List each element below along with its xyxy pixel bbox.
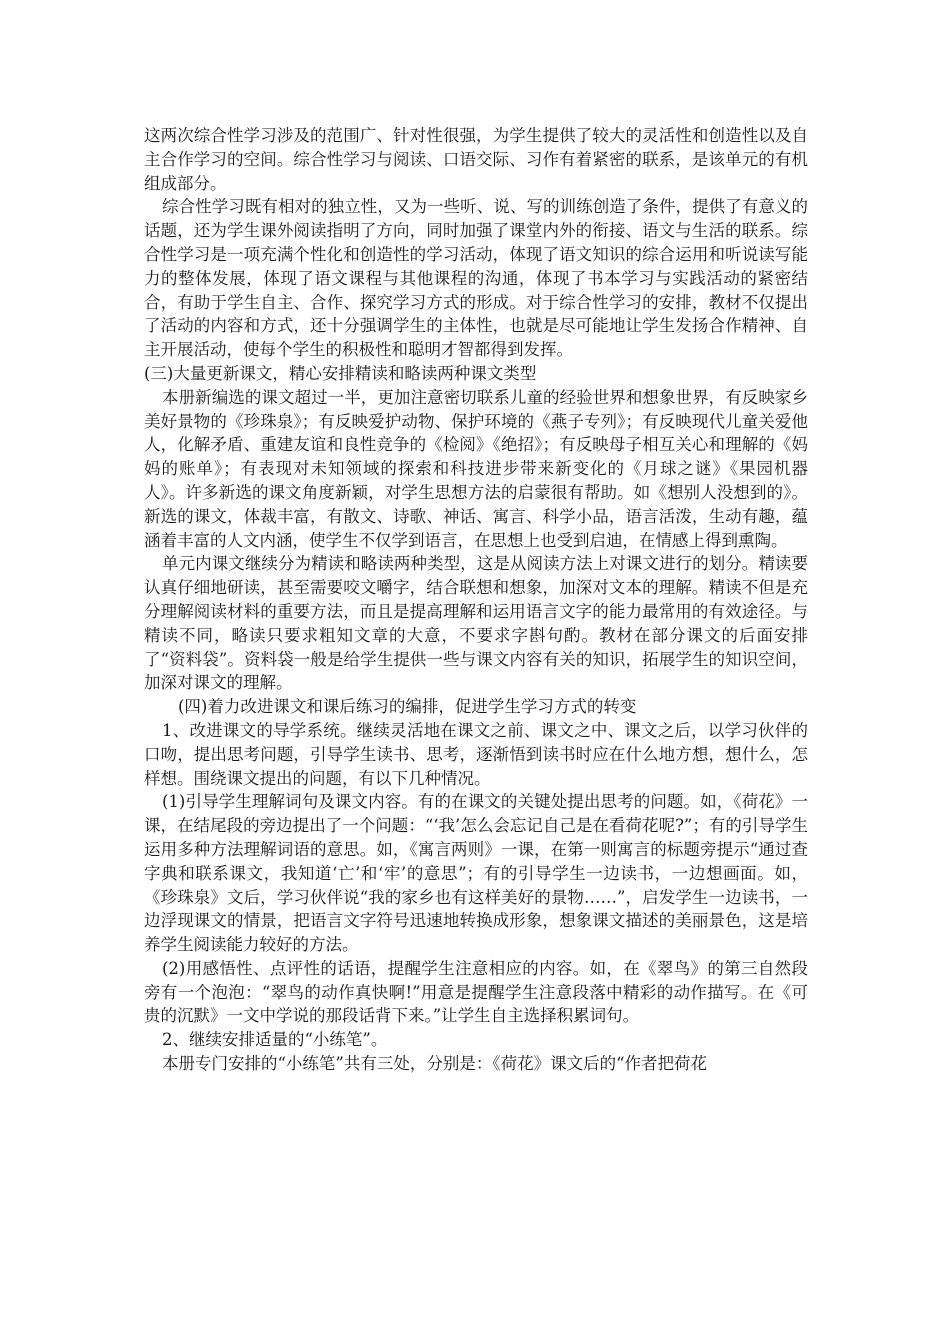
paragraph-small-practice: 本册专门安排的“小练笔”共有三处，分别是：《荷花》课文后的“作者把荷花 xyxy=(162,1054,708,1074)
paragraph-comprehensive-learning: 综合性学习既有相对的独立性，又为一些听、说、写的训练创造了条件，提供了有意义的话题，还为学生课外阅读指明了方向，同时加强了课堂内外的衔接、语文与生活的联系。综合性学习是一项充满个性化和创造性的学习活动，体现了语文知识的综合运用和听说读写能力的整体发展，体现了语文课程与其他课程的沟通，体现了书本学习与实践活动的紧密结合，有助于学生自主、合作、探究学习方式的形成。对于综合性学习的安排，教材不仅提出了活动的内容和方式，还十分强调学生的主体性，也就是尽可能地让学生发扬合作精神、自主开展活动，使每个学生的积极性和聪明才智都得到发挥。 xyxy=(144,197,808,360)
paragraph-item-2: (2)用感悟性、点评性的话语，提醒学生注意相应的内容。如，在《翠鸟》的第三自然段旁有一个泡泡：“翠鸟的动作真快啊!”用意是提醒学生注意段落中精彩的动作描写。在《可贵的沉默》一文中学说的那段话背下来。”让学生自主选择积累词句。 xyxy=(144,958,808,1026)
section-heading-4: (四)着力改进课文和课后练习的编排，促进学生学习方式的转变 xyxy=(178,697,637,717)
section-heading-3: (三)大量更新课文，精心安排精读和略读两种课文类型 xyxy=(144,363,537,383)
paragraph-small-practice-heading: 2、继续安排适量的“小练笔”。 xyxy=(162,1030,388,1050)
paragraph-item-1: (1)引导学生理解词句及课文内容。有的在课文的关键处提出思考的问题。如，《荷花》一课，在结尾段的旁边提出了一个问题：“‘我’怎么会忘记自己是在看荷花呢?”；有的引导学生运用多种方法理解词语的意思。如，《寓言两则》一课，在第一则寓言的标题旁提示“通过查字典和联系课文，我知道‘亡’和‘牢’的意思”；有的引导学生一边读书，一边想画面。如，《珍珠泉》文后，学习伙伴说“我的家乡也有这样美好的景物……”，启发学生一边读书，一边浮现课文的情景，把语言文字符号迅速地转换成形象，想象课文描述的美丽景色，这是培养学生阅读能力较好的方法。 xyxy=(144,792,808,955)
paragraph-intensive-reading: 单元内课文继续分为精读和略读两种类型，这是从阅读方法上对课文进行的划分。精读要认真仔细地研读，甚至需要咬文嚼字，结合联想和想象，加深对文本的理解。精读不但是充分理解阅读材料的重要方法，而且是提高理解和运用语言文字的能力最常用的有效途径。与精读不同，略读只要求粗知文章的大意，不要求字斟句酌。教材在部分课文的后面安排了“资料袋”。资料袋一般是给学生提供一些与课文内容有关的知识，拓展学生的知识空间，加深对课文的理解。 xyxy=(144,554,808,693)
paragraph-guidance-system: 1、改进课文的导学系统。继续灵活地在课文之前、课文之中、课文之后，以学习伙伴的口吻，提出思考问题，引导学生读书、思考，逐渐悟到读书时应在什么地方想，想什么，怎样想。围绕课文提出的问题，有以下几种情况。 xyxy=(144,720,808,788)
paragraph-intro: 这两次综合性学习涉及的范围广、针对性很强，为学生提供了较大的灵活性和创造性以及自主合作学习的空间。综合性学习与阅读、口语交际、习作有着紧密的联系，是该单元的有机组成部分。 xyxy=(144,126,808,193)
paragraph-new-texts: 本册新编选的课文超过一半，更加注意密切联系儿童的经验世界和想象世界，有反映家乡美好景物的《珍珠泉》；有反映爱护动物、保护环境的《燕子专列》；有反映现代儿童关爱他人，化解矛盾、重建友谊和良性竞争的《检阅》《绝招》；有反映母子相互关心和理解的《妈妈的账单》；有表现对未知领域的探索和科技进步带来新变化的《月球之谜》《果园机器人》。许多新选的课文角度新颖，对学生思想方法的启蒙很有帮助。如《想别人没想到的》。新选的课文，体裁丰富，有散文、诗歌、神话、寓言、科学小品，语言活泼，生动有趣，蕴涵着丰富的人文内涵，使学生不仅学到语言，在思想上也受到启迪，在情感上得到熏陶。 xyxy=(144,387,808,550)
document-page xyxy=(144,124,808,1076)
